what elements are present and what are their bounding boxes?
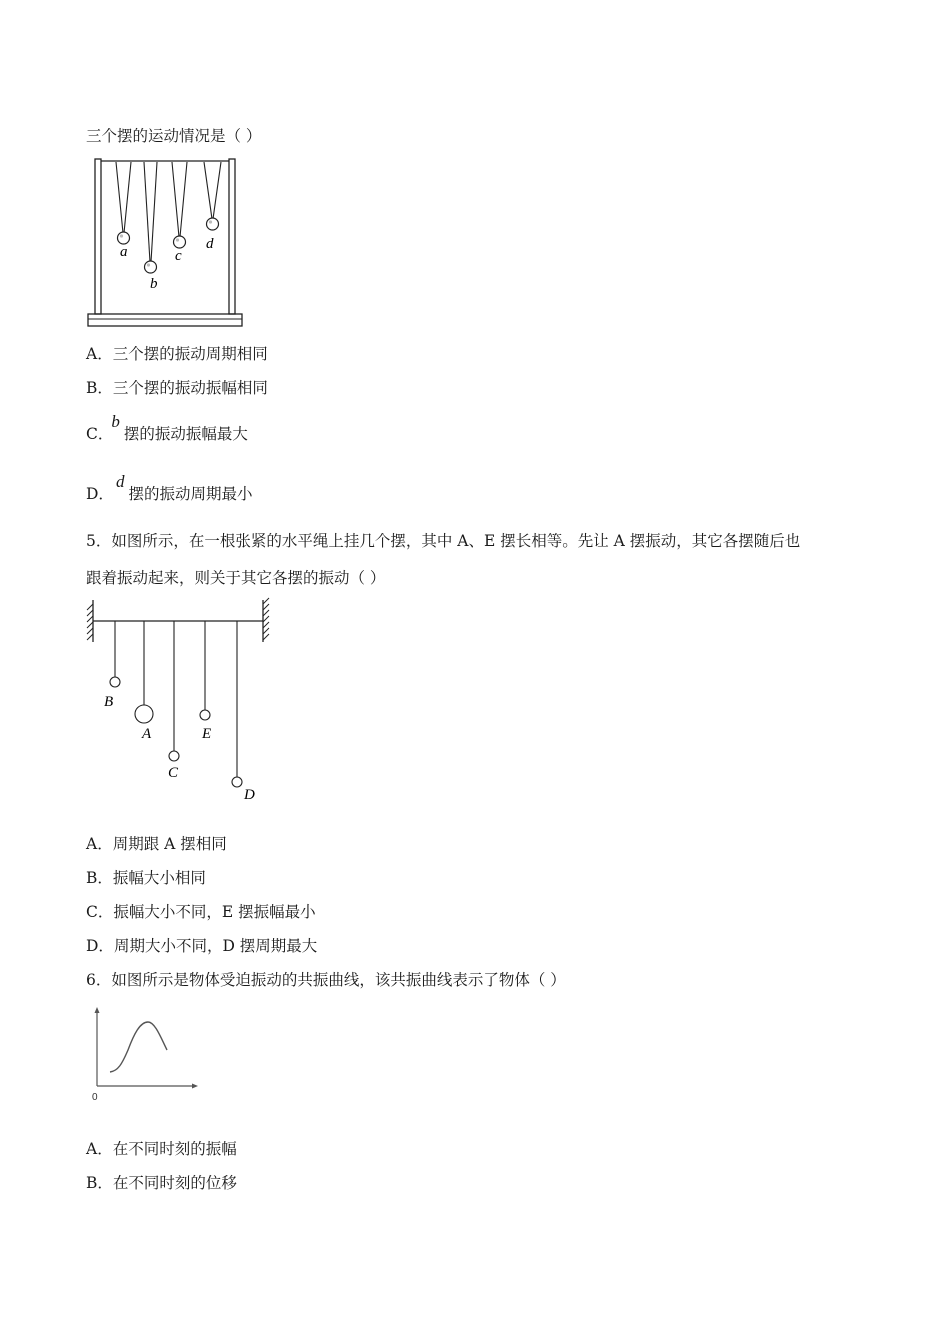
- q4-pendulum-frame-figure: [86, 156, 246, 332]
- q5-option-d: D．周期大小不同，D 摆周期最大: [86, 937, 318, 955]
- label-E: E: [202, 726, 212, 742]
- label-a: a: [120, 244, 128, 260]
- q6-resonance-curve-figure: [88, 1004, 204, 1104]
- q5-stem-line1: 5．如图所示，在一根张紧的水平绳上挂几个摆，其中 A、E 摆长相等。先让 A 摆振动，其它各摆随后也: [86, 532, 801, 550]
- q5-option-b: B．振幅大小相同: [86, 869, 206, 887]
- label-D: D: [244, 787, 255, 803]
- math-d: d: [115, 472, 125, 491]
- q6-option-b: B．在不同时刻的位移: [86, 1174, 237, 1192]
- q4-stem: 三个摆的运动情况是（ ）: [86, 127, 262, 145]
- label-b: b: [150, 276, 158, 292]
- label-C: C: [168, 765, 179, 781]
- q6-stem: 6．如图所示是物体受迫振动的共振曲线，该共振曲线表示了物体（ ）: [86, 971, 566, 989]
- x-axis-arrow-icon: [192, 1084, 198, 1089]
- q5-stem-line2: 跟着振动起来，则关于其它各摆的振动（ ）: [86, 569, 386, 587]
- q5-option-c: C．振幅大小不同，E 摆振幅最小: [86, 903, 316, 921]
- origin-label: 0: [92, 1092, 98, 1103]
- q4-option-a: A．三个摆的振动周期相同: [86, 345, 268, 363]
- math-b: b: [111, 412, 120, 431]
- q4-option-c: C．b摆的振动振幅最大: [86, 412, 248, 443]
- q5-pendulums-on-rope-figure: [84, 596, 274, 806]
- label-d: d: [206, 236, 214, 252]
- y-axis-arrow-icon: [95, 1007, 100, 1013]
- label-A: A: [142, 726, 152, 742]
- label-B: B: [104, 694, 114, 710]
- q6-option-a: A．在不同时刻的振幅: [86, 1140, 237, 1158]
- q5-option-a: A．周期跟 A 摆相同: [86, 835, 227, 853]
- label-c: c: [175, 248, 182, 264]
- q4-option-d: D．d摆的振动周期最小: [86, 472, 253, 503]
- q4-option-b: B．三个摆的振动振幅相同: [86, 379, 268, 397]
